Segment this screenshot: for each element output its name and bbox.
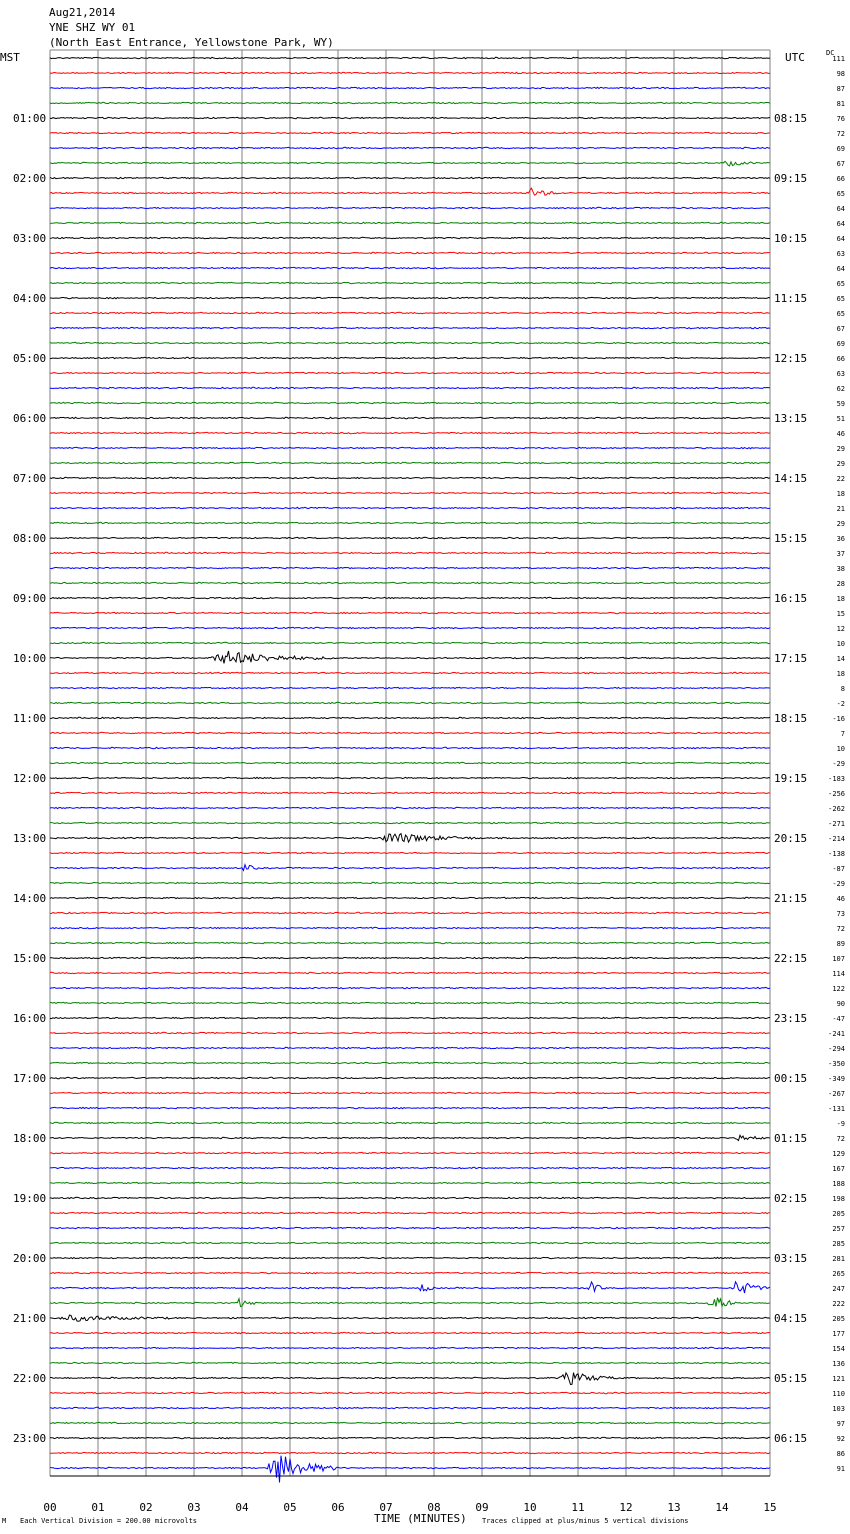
- trace-line: [50, 1135, 770, 1140]
- dc-offset-value: 7: [840, 730, 845, 738]
- seismic-traces: [50, 57, 770, 1482]
- utc-hour-label: 05:15: [774, 1372, 808, 1385]
- dc-offset-value: 28: [836, 580, 845, 588]
- local-hour-label: 11:00: [13, 712, 47, 725]
- dc-offset-value: -29: [832, 760, 845, 768]
- dc-offset-value: 98: [836, 70, 845, 78]
- dc-offset-value: -350: [828, 1060, 845, 1068]
- trace-line: [50, 642, 770, 643]
- dc-offset-value: 97: [836, 1420, 845, 1428]
- dc-offset-value: -131: [828, 1105, 845, 1113]
- dc-offset-value: -241: [828, 1030, 845, 1038]
- x-tick-label: 10: [523, 1501, 537, 1514]
- station-code: YNE SHZ WY 01: [49, 21, 136, 34]
- trace-line: [50, 627, 770, 628]
- dc-offset-value: 129: [832, 1150, 845, 1158]
- utc-hour-label: 22:15: [774, 952, 808, 965]
- trace-line: [50, 1182, 770, 1183]
- local-hour-label: 21:00: [13, 1312, 47, 1325]
- dc-offset-value: 188: [832, 1180, 845, 1188]
- trace-line: [50, 267, 770, 268]
- dc-offset-value: 65: [836, 310, 845, 318]
- trace-line: [50, 372, 770, 373]
- trace-line: [50, 1032, 770, 1033]
- local-hour-label: 20:00: [13, 1252, 47, 1265]
- dc-offset-value: -349: [828, 1075, 845, 1083]
- dc-offset-value: 66: [836, 355, 845, 363]
- dc-offset-value: 63: [836, 370, 845, 378]
- dc-offset-value: 67: [836, 160, 845, 168]
- dc-offset-value: 76: [836, 115, 845, 123]
- trace-line: [50, 522, 770, 523]
- trace-line: [50, 882, 770, 883]
- utc-hour-label: 14:15: [774, 472, 808, 485]
- trace-line: [50, 987, 770, 988]
- dc-offset-value: 64: [836, 235, 845, 243]
- utc-hour-label: 16:15: [774, 592, 808, 605]
- local-hour-label: 18:00: [13, 1132, 47, 1145]
- dc-offset-value: 18: [836, 670, 845, 678]
- local-hour-label: 06:00: [13, 412, 47, 425]
- trace-line: [50, 1197, 770, 1198]
- x-tick-label: 00: [43, 1501, 57, 1514]
- utc-hour-label: 15:15: [774, 532, 808, 545]
- utc-hour-label: 06:15: [774, 1432, 808, 1445]
- local-hour-label: 15:00: [13, 952, 47, 965]
- trace-line: [50, 417, 770, 418]
- dc-offset-value: 46: [836, 895, 845, 903]
- trace-line: [50, 852, 770, 853]
- trace-line: [50, 732, 770, 733]
- dc-offset-value: -47: [832, 1015, 845, 1023]
- trace-line: [50, 1456, 770, 1483]
- x-tick-label: 04: [235, 1501, 249, 1514]
- dc-offset-value: 62: [836, 385, 845, 393]
- trace-line: [50, 1392, 770, 1393]
- local-hour-label: 08:00: [13, 532, 47, 545]
- dc-offset-value: 92: [836, 1435, 845, 1443]
- utc-hour-label: 03:15: [774, 1252, 808, 1265]
- chart-date: Aug21,2014: [49, 6, 116, 19]
- dc-offset-value: 91: [836, 1465, 845, 1473]
- dc-offset-value: 107: [832, 955, 845, 963]
- trace-line: [50, 1167, 770, 1168]
- dc-offset-value: 64: [836, 265, 845, 273]
- dc-offset-value: 36: [836, 535, 845, 543]
- dc-offset-value: 136: [832, 1360, 845, 1368]
- local-hour-label: 05:00: [13, 352, 47, 365]
- trace-line: [50, 132, 770, 133]
- dc-offset-value: 29: [836, 445, 845, 453]
- dc-offset-value: -262: [828, 805, 845, 813]
- trace-line: [50, 1242, 770, 1243]
- trace-line: [50, 188, 770, 195]
- trace-line: [50, 1347, 770, 1348]
- local-hour-label: 17:00: [13, 1072, 47, 1085]
- trace-line: [50, 597, 770, 598]
- trace-line: [50, 822, 770, 823]
- dc-offset-value: -256: [828, 790, 845, 798]
- trace-line: [50, 387, 770, 388]
- trace-line: [50, 207, 770, 208]
- trace-line: [50, 1257, 770, 1258]
- trace-line: [50, 342, 770, 343]
- x-tick-label: 09: [475, 1501, 489, 1514]
- utc-hour-label: 10:15: [774, 232, 808, 245]
- utc-hour-label: 17:15: [774, 652, 808, 665]
- station-location: (North East Entrance, Yellowstone Park, WY): [49, 36, 334, 49]
- right-timezone-label: UTC: [785, 51, 805, 64]
- trace-line: [50, 492, 770, 493]
- x-tick-label: 15: [763, 1501, 777, 1514]
- trace-line: [50, 582, 770, 583]
- trace-line: [50, 1362, 770, 1363]
- dc-offset-value: 121: [832, 1375, 845, 1383]
- dc-offset-value: 72: [836, 1135, 845, 1143]
- dc-offset-value: 65: [836, 190, 845, 198]
- dc-column-label: DC: [826, 49, 835, 57]
- dc-offset-value: 59: [836, 400, 845, 408]
- trace-line: [50, 747, 770, 748]
- trace-line: [50, 927, 770, 928]
- dc-offset-value: -9: [836, 1120, 845, 1128]
- trace-line: [50, 57, 770, 58]
- trace-line: [50, 1062, 770, 1063]
- x-tick-label: 05: [283, 1501, 297, 1514]
- dc-offset-value: 37: [836, 550, 845, 558]
- dc-offset-labels: [828, 55, 845, 1473]
- utc-hour-label: 23:15: [774, 1012, 808, 1025]
- dc-offset-value: 198: [832, 1195, 845, 1203]
- dc-offset-value: 51: [836, 415, 845, 423]
- trace-line: [50, 87, 770, 88]
- trace-line: [50, 702, 770, 703]
- local-hour-label: 03:00: [13, 232, 47, 245]
- trace-line: [50, 1315, 770, 1321]
- trace-line: [50, 222, 770, 223]
- trace-line: [50, 1332, 770, 1333]
- trace-line: [50, 834, 770, 843]
- trace-line: [50, 651, 770, 664]
- x-axis-title: TIME (MINUTES): [374, 1512, 467, 1525]
- trace-line: [50, 432, 770, 433]
- dc-offset-value: 8: [840, 685, 845, 693]
- trace-line: [50, 177, 770, 178]
- trace-line: [50, 1437, 770, 1438]
- dc-offset-value: 247: [832, 1285, 845, 1293]
- trace-line: [50, 1107, 770, 1108]
- x-tick-label: 08: [427, 1501, 441, 1514]
- x-tick-label: 13: [667, 1501, 681, 1514]
- x-tick-label: 07: [379, 1501, 393, 1514]
- local-hour-label: 23:00: [13, 1432, 47, 1445]
- dc-offset-value: -29: [832, 880, 845, 888]
- local-hour-label: 10:00: [13, 652, 47, 665]
- dc-offset-value: 86: [836, 1450, 845, 1458]
- dc-offset-value: 89: [836, 940, 845, 948]
- trace-line: [50, 1407, 770, 1408]
- trace-line: [50, 402, 770, 403]
- trace-line: [50, 807, 770, 808]
- trace-line: [50, 462, 770, 463]
- x-axis: [43, 1476, 776, 1514]
- trace-line: [50, 777, 770, 778]
- utc-hour-label: 13:15: [774, 412, 808, 425]
- utc-hour-label: 11:15: [774, 292, 808, 305]
- trace-line: [50, 252, 770, 253]
- dc-offset-value: 64: [836, 205, 845, 213]
- trace-line: [50, 147, 770, 148]
- trace-line: [50, 552, 770, 553]
- utc-hour-label: 19:15: [774, 772, 808, 785]
- trace-line: [50, 672, 770, 673]
- dc-offset-value: 10: [836, 745, 845, 753]
- trace-line: [50, 1092, 770, 1093]
- dc-offset-value: -2: [836, 700, 845, 708]
- x-tick-label: 11: [571, 1501, 585, 1514]
- footer-marker: M: [2, 1517, 7, 1525]
- dc-offset-value: 63: [836, 250, 845, 258]
- trace-line: [50, 282, 770, 283]
- dc-offset-value: -138: [828, 850, 845, 858]
- utc-hour-label: 12:15: [774, 352, 808, 365]
- dc-offset-value: -214: [828, 835, 845, 843]
- local-hour-label: 07:00: [13, 472, 47, 485]
- trace-line: [50, 865, 770, 871]
- dc-offset-value: 222: [832, 1300, 845, 1308]
- dc-offset-value: 12: [836, 625, 845, 633]
- dc-offset-value: 65: [836, 295, 845, 303]
- utc-hour-label: 00:15: [774, 1072, 808, 1085]
- dc-offset-value: 65: [836, 280, 845, 288]
- utc-hour-label: 09:15: [774, 172, 808, 185]
- dc-offset-value: -271: [828, 820, 845, 828]
- dc-offset-value: 90: [836, 1000, 845, 1008]
- local-hour-label: 19:00: [13, 1192, 47, 1205]
- dc-offset-value: 205: [832, 1315, 845, 1323]
- dc-offset-value: 22: [836, 475, 845, 483]
- dc-offset-value: 10: [836, 640, 845, 648]
- trace-line: [50, 1373, 770, 1385]
- trace-line: [50, 312, 770, 313]
- trace-line: [50, 1077, 770, 1078]
- trace-line: [50, 1272, 770, 1273]
- utc-hour-label: 01:15: [774, 1132, 808, 1145]
- trace-line: [50, 1152, 770, 1153]
- trace-line: [50, 1227, 770, 1228]
- trace-line: [50, 717, 770, 718]
- x-tick-label: 03: [187, 1501, 201, 1514]
- trace-line: [50, 117, 770, 118]
- dc-offset-value: 18: [836, 490, 845, 498]
- dc-offset-value: 46: [836, 430, 845, 438]
- utc-hour-label: 18:15: [774, 712, 808, 725]
- trace-line: [50, 72, 770, 73]
- trace-line: [50, 102, 770, 103]
- x-tick-label: 01: [91, 1501, 105, 1514]
- dc-offset-value: 21: [836, 505, 845, 513]
- dc-offset-value: 38: [836, 565, 845, 573]
- utc-hour-label: 08:15: [774, 112, 808, 125]
- dc-offset-value: 103: [832, 1405, 845, 1413]
- dc-offset-value: 64: [836, 220, 845, 228]
- trace-line: [50, 897, 770, 898]
- trace-line: [50, 687, 770, 688]
- x-tick-label: 06: [331, 1501, 345, 1514]
- dc-offset-value: -16: [832, 715, 845, 723]
- trace-line: [50, 912, 770, 913]
- trace-line: [50, 792, 770, 793]
- clip-note: Traces clipped at plus/minus 5 vertical divisions: [482, 1517, 689, 1525]
- utc-hour-label: 04:15: [774, 1312, 808, 1325]
- trace-line: [50, 1122, 770, 1123]
- trace-line: [50, 237, 770, 238]
- trace-line: [50, 1047, 770, 1048]
- dc-offset-value: -294: [828, 1045, 845, 1053]
- dc-offset-value: 285: [832, 1240, 845, 1248]
- dc-offset-value: 69: [836, 340, 845, 348]
- dc-offset-value: 18: [836, 595, 845, 603]
- trace-line: [50, 942, 770, 943]
- local-hour-label: 14:00: [13, 892, 47, 905]
- local-hour-label: 16:00: [13, 1012, 47, 1025]
- dc-offset-value: 72: [836, 130, 845, 138]
- trace-line: [50, 1422, 770, 1423]
- trace-line: [50, 567, 770, 568]
- dc-offset-value: -267: [828, 1090, 845, 1098]
- dc-offset-value: -87: [832, 865, 845, 873]
- scale-note: Each Vertical Division = 200.00 microvolts: [20, 1517, 198, 1525]
- dc-offset-value: 205: [832, 1210, 845, 1218]
- trace-line: [50, 957, 770, 958]
- dc-offset-value: 87: [836, 85, 845, 93]
- local-hour-label: 02:00: [13, 172, 47, 185]
- dc-offset-value: 114: [832, 970, 845, 978]
- local-hour-label: 22:00: [13, 1372, 47, 1385]
- trace-line: [50, 507, 770, 508]
- dc-offset-value: 81: [836, 100, 845, 108]
- dc-offset-value: 67: [836, 325, 845, 333]
- dc-offset-value: 265: [832, 1270, 845, 1278]
- dc-offset-value: 72: [836, 925, 845, 933]
- left-timezone-label: MST: [0, 51, 20, 64]
- dc-offset-value: 15: [836, 610, 845, 618]
- dc-offset-value: 177: [832, 1330, 845, 1338]
- trace-line: [50, 477, 770, 478]
- x-tick-label: 02: [139, 1501, 153, 1514]
- dc-offset-value: 29: [836, 460, 845, 468]
- trace-line: [50, 612, 770, 613]
- x-tick-label: 12: [619, 1501, 633, 1514]
- local-hour-label: 13:00: [13, 832, 47, 845]
- trace-line: [50, 1017, 770, 1018]
- dc-offset-value: 66: [836, 175, 845, 183]
- trace-line: [50, 1298, 770, 1307]
- trace-line: [50, 972, 770, 973]
- trace-line: [50, 762, 770, 763]
- utc-hour-label: 02:15: [774, 1192, 808, 1205]
- trace-line: [50, 1002, 770, 1003]
- dc-offset-value: 29: [836, 520, 845, 528]
- dc-offset-value: 111: [832, 55, 845, 63]
- trace-line: [50, 161, 770, 166]
- dc-offset-value: -183: [828, 775, 845, 783]
- trace-line: [50, 357, 770, 358]
- trace-line: [50, 327, 770, 328]
- local-hour-label: 04:00: [13, 292, 47, 305]
- trace-line: [50, 537, 770, 538]
- utc-hour-label: 20:15: [774, 832, 808, 845]
- trace-line: [50, 447, 770, 448]
- local-hour-label: 09:00: [13, 592, 47, 605]
- dc-offset-value: 69: [836, 145, 845, 153]
- dc-offset-value: 281: [832, 1255, 845, 1263]
- trace-line: [50, 1282, 770, 1293]
- trace-line: [50, 297, 770, 298]
- local-hour-label: 12:00: [13, 772, 47, 785]
- dc-offset-value: 257: [832, 1225, 845, 1233]
- dc-offset-value: 167: [832, 1165, 845, 1173]
- x-tick-label: 14: [715, 1501, 729, 1514]
- dc-offset-value: 154: [832, 1345, 845, 1353]
- dc-offset-value: 122: [832, 985, 845, 993]
- local-hour-label: 01:00: [13, 112, 47, 125]
- dc-offset-value: 73: [836, 910, 845, 918]
- trace-line: [50, 1212, 770, 1213]
- dc-offset-value: 110: [832, 1390, 845, 1398]
- utc-hour-label: 21:15: [774, 892, 808, 905]
- dc-offset-value: 14: [836, 655, 845, 663]
- trace-line: [50, 1452, 770, 1453]
